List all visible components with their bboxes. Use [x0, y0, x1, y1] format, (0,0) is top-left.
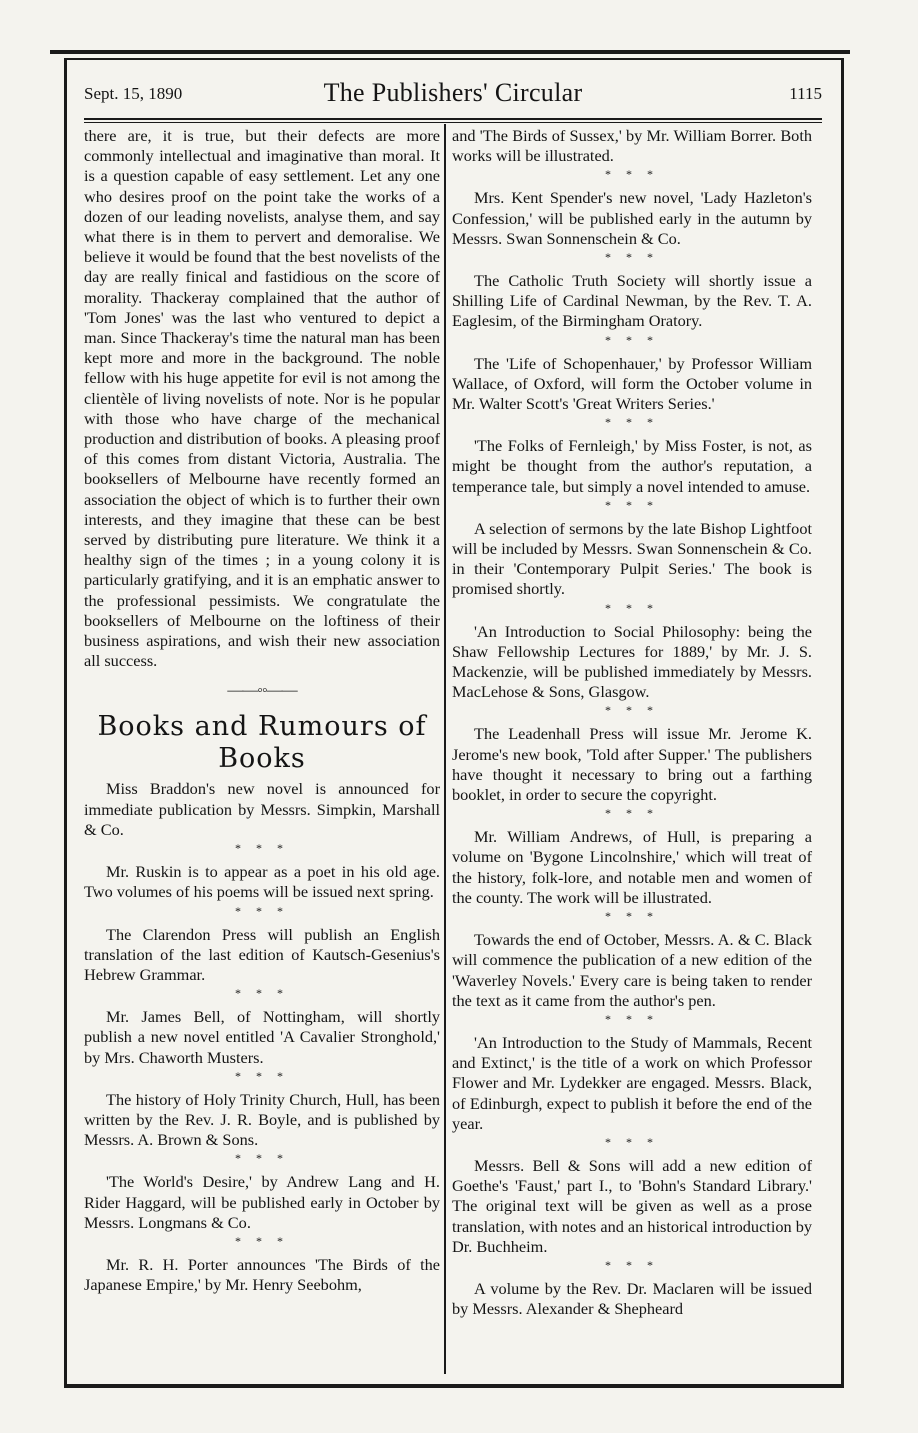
news-item: The Catholic Truth Society will shortly issue a Shilling Life of Cardinal Newman, by the Rev. T. A. Eaglesim, of the Birmingham Oratory. [452, 271, 812, 331]
asterism: * * * [235, 1233, 289, 1248]
news-item: Messrs. Bell & Sons will add a new edition of Goethe's 'Faust,' part I., to 'Bohn's Standard Library.' The original text will be given as well as a prose translation, with notes and an historical introduction by Dr. Buchheim. [452, 1155, 812, 1256]
asterism: * * * [235, 903, 289, 918]
asterism: * * * [605, 167, 659, 182]
news-item: 'The Folks of Fernleigh,' by Miss Foster, is not, as might be thought from the author's reputation, a temperance tale, but simply a novel intended to amuse. [452, 436, 812, 496]
section-title [84, 711, 440, 775]
column-divider [444, 124, 446, 1374]
asterism: * * * [605, 1257, 659, 1272]
asterism: * * * [605, 703, 659, 718]
news-item: Mr. Ruskin is to appear as a poet in his old age. Two volumes of his poems will be issued next spring. [84, 862, 440, 902]
news-item: The 'Life of Schopenhauer,' by Professor William Wallace, of Oxford, will form the October volume in Mr. Walter Scott's 'Great Writers Series.' [452, 353, 812, 414]
news-item: Mr. William Andrews, of Hull, is preparing a volume on 'Bygone Lincolnshire,' which will treat of the history, folk-lore, and notable men and women of the county. The work will be illustrated. [452, 827, 812, 907]
section-title-line1: Books and Rumours of [97, 711, 427, 743]
asterism: * * * [605, 1011, 659, 1026]
asterism: * * * [235, 986, 289, 1001]
section-title-line2: Books [218, 743, 306, 775]
asterism: * * * [605, 806, 659, 821]
news-item: Mr. R. H. Porter announces 'The Birds of the Japanese Empire,' by Mr. Henry Seebohm, [84, 1254, 440, 1295]
news-item: A volume by the Rev. Dr. Maclaren will be issued by Messrs. Alexander & Shepheard [452, 1278, 812, 1319]
news-item: The Clarendon Press will publish an English translation of the last edition of Kautsch-Gesenius's Hebrew Grammar. [84, 924, 440, 984]
asterism: * * * [605, 250, 659, 265]
news-item: Towards the end of October, Messrs. A. & C. Black will commence the publication of a new edition of the 'Waverley Novels.' Every care is being taken to render the text as it came from the author's pen. [452, 930, 812, 1010]
news-item: 'The World's Desire,' by Andrew Lang and H. Rider Haggard, will be published early in October by Messrs. Longmans & Co. [84, 1172, 440, 1232]
opening-paragraph: there are, it is true, but their defects are more commonly intellectual and imaginative than moral. It is a question capable of easy settlement. Let any one who desires proof on the point take the works of a dozen of our leading novelists, analyse them, and say what there is in them to pervert and demoralise. We believe it would be found that the best novelists of the day are really finical and fastidious on the score of morality. Thackeray complained that the author of 'Tom Jones' was the last who ventured to depict a man. Since Thackeray's time the natural man has been kept more and more in the background. The noble fellow with his huge appetite for evil is not among the clientèle of living novelists of note. Nor is he popular with those who have charge of the mechanical production and distribution of books. A pleasing proof of this comes from distant Victoria, Australia. The booksellers of Melbourne have recently formed an association the object of which is to further their own interests, and they imagine that these can be best served by distributing pure literature. We think it a healthy sign of the times ; in a young colony it is particularly gratifying, and it is an emphatic answer to the professional pessimists. We congratulate the booksellers of Melbourne on the loftiness of their business aspirations, and wish their new association all success. [84, 126, 440, 671]
asterism: * * * [605, 497, 659, 512]
news-item: The Leadenhall Press will issue Mr. Jerome K. Jerome's new book, 'Told after Supper.' The publishers have thought it necessary to bring out a farthing booklet, in order to secure the copyright. [452, 724, 812, 805]
asterism: * * * [605, 415, 659, 430]
asterism: * * * [235, 1151, 289, 1166]
asterism: * * * [605, 1134, 659, 1149]
asterism: * * * [235, 841, 289, 856]
news-item: Mrs. Kent Spender's new novel, 'Lady Hazleton's Confession,' will be published early in the autumn by Messrs. Swan Sonnenschein & Co. [452, 188, 812, 248]
asterism: * * * [605, 909, 659, 924]
ornament-divider: ——◦◦—— [227, 682, 297, 700]
page-header [84, 78, 822, 108]
news-item: A selection of sermons by the late Bishop Lightfoot will be included by Messrs. Swan Sonnenschein & Co. in their 'Contemporary Pulpit Series.' The book is promised shortly. [452, 518, 812, 599]
header-page-number: 1115 [789, 84, 822, 103]
left-column [84, 126, 440, 1295]
news-item: 'An Introduction to Social Philosophy: being the Shaw Fellowship Lectures for 1889,' by Mr. J. S. Mackenzie, will be published immediately by Messrs. MacLehose & Sons, Glasgow. [452, 621, 812, 702]
news-item: Mr. James Bell, of Nottingham, will shortly publish a new novel entitled 'A Cavalier Stronghold,' by Mrs. Chaworth Musters. [84, 1007, 440, 1067]
news-item: The history of Holy Trinity Church, Hull, has been written by the Rev. J. R. Boyle, and is published by Messrs. A. Brown & Sons. [84, 1089, 440, 1150]
news-item: Miss Braddon's new novel is announced for immediate publication by Messrs. Simpkin, Marshall & Co. [84, 779, 440, 839]
header-title: The Publishers' Circular [323, 78, 583, 107]
asterism: * * * [235, 1068, 289, 1083]
news-item: 'An Introduction to the Study of Mammals, Recent and Extinct,' is the title of a work on which Professor Flower and Mr. Lydekker are engaged. Messrs. Black, of Edinburgh, expect to publish it before the end of the year. [452, 1032, 812, 1133]
bottom-border [64, 1384, 844, 1388]
continuation-paragraph: and 'The Birds of Sussex,' by Mr. William Borrer. Both works will be illustrated. [452, 126, 812, 166]
asterism: * * * [605, 332, 659, 347]
right-column [452, 126, 812, 1319]
header-rule [84, 118, 822, 123]
asterism: * * * [605, 600, 659, 615]
header-date: Sept. 15, 1890 [84, 84, 183, 103]
